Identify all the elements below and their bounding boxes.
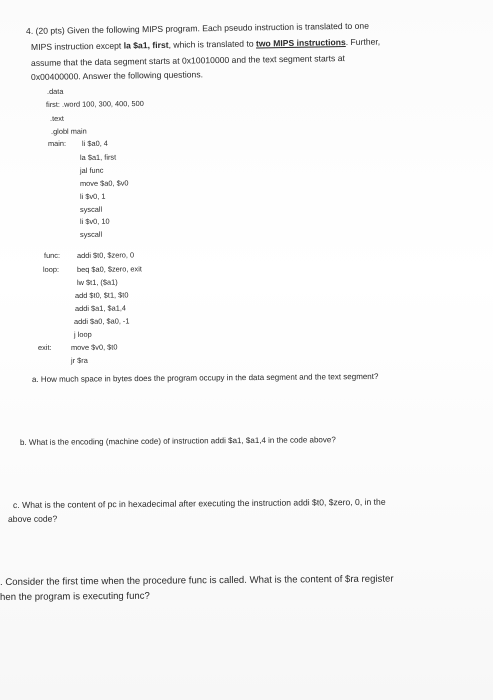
question-c-line-2: above code?: [7, 513, 58, 524]
code-loop-line-5: addi $a0, $a0, -1: [73, 316, 130, 326]
question-b: b. What is the encoding (machine code) of instruction addi $a1, $a1,4 in the code above?: [19, 435, 336, 447]
code-main-line-2: la $a1, first: [79, 152, 117, 162]
code-first-word: first: .word 100, 300, 400, 500: [45, 98, 144, 109]
code-func-first: addi $t0, $zero, 0: [76, 250, 135, 260]
question-a: a. How much space in bytes does the program occupy in the data segment and the text segment?: [31, 371, 379, 384]
intro-line-4: 0x00400000. Answer the following questions.: [30, 69, 204, 82]
intro-line-2: [31, 38, 380, 52]
question-d-line-2: hen the program is executing func?: [0, 590, 150, 603]
intro-line-3: assume that the data segment starts at 0x10010000 and the text segment starts at: [30, 53, 345, 68]
code-main-label: main:: [47, 138, 67, 148]
code-loop-line-4: addi $a1, $a1,4: [74, 303, 127, 313]
intro-line-2-part-d: two MIPS instructions: [255, 37, 346, 49]
code-main-line-8: syscall: [79, 229, 103, 239]
code-loop-line-6: j loop: [73, 329, 92, 339]
code-main-line-3: jal func: [79, 165, 104, 175]
code-main-line-4: move $a0, $v0: [79, 178, 129, 188]
code-main-line-5: li $v0, 1: [79, 191, 106, 201]
code-exit-line-1: move $v0, $t0: [70, 342, 118, 352]
intro-line-2-part-a: MIPS instruction except: [30, 40, 124, 52]
code-data-directive: .data: [46, 86, 64, 96]
code-exit-line-2: jr $ra: [70, 355, 88, 365]
question-c-line-1: c. What is the content of pc in hexadecimal after executing the instruction addi $t0, $zero, 0, in the: [12, 496, 386, 510]
code-loop-line-2: lw $t1, ($a1): [76, 277, 118, 287]
code-main-line-1: li $a0, 4: [81, 138, 108, 148]
code-main-line-6: syscall: [79, 204, 103, 214]
code-globl: .globl main: [50, 126, 87, 136]
question-d-line-1: . Consider the first time when the procedure func is called. What is the content of $ra register: [0, 573, 394, 588]
code-loop-label: loop:: [42, 264, 60, 274]
intro-line-2-part-c: , which is translated to: [168, 38, 257, 50]
code-exit-label: exit:: [37, 342, 52, 352]
code-loop-line-3: add $t0, $t1, $t0: [74, 290, 129, 300]
intro-line-1: 4. (20 pts) Given the following MIPS program. Each pseudo instruction is translated to one: [25, 20, 370, 36]
code-loop-line-1: beq $a0, $zero, exit: [76, 264, 142, 274]
code-text-directive: .text: [49, 113, 65, 123]
code-main-line-7: li $v0, 10: [79, 216, 110, 226]
intro-line-2-part-e: . Further,: [345, 36, 381, 48]
code-func-label: func:: [43, 250, 61, 260]
intro-line-2-part-b: la $a1, first: [123, 39, 169, 51]
